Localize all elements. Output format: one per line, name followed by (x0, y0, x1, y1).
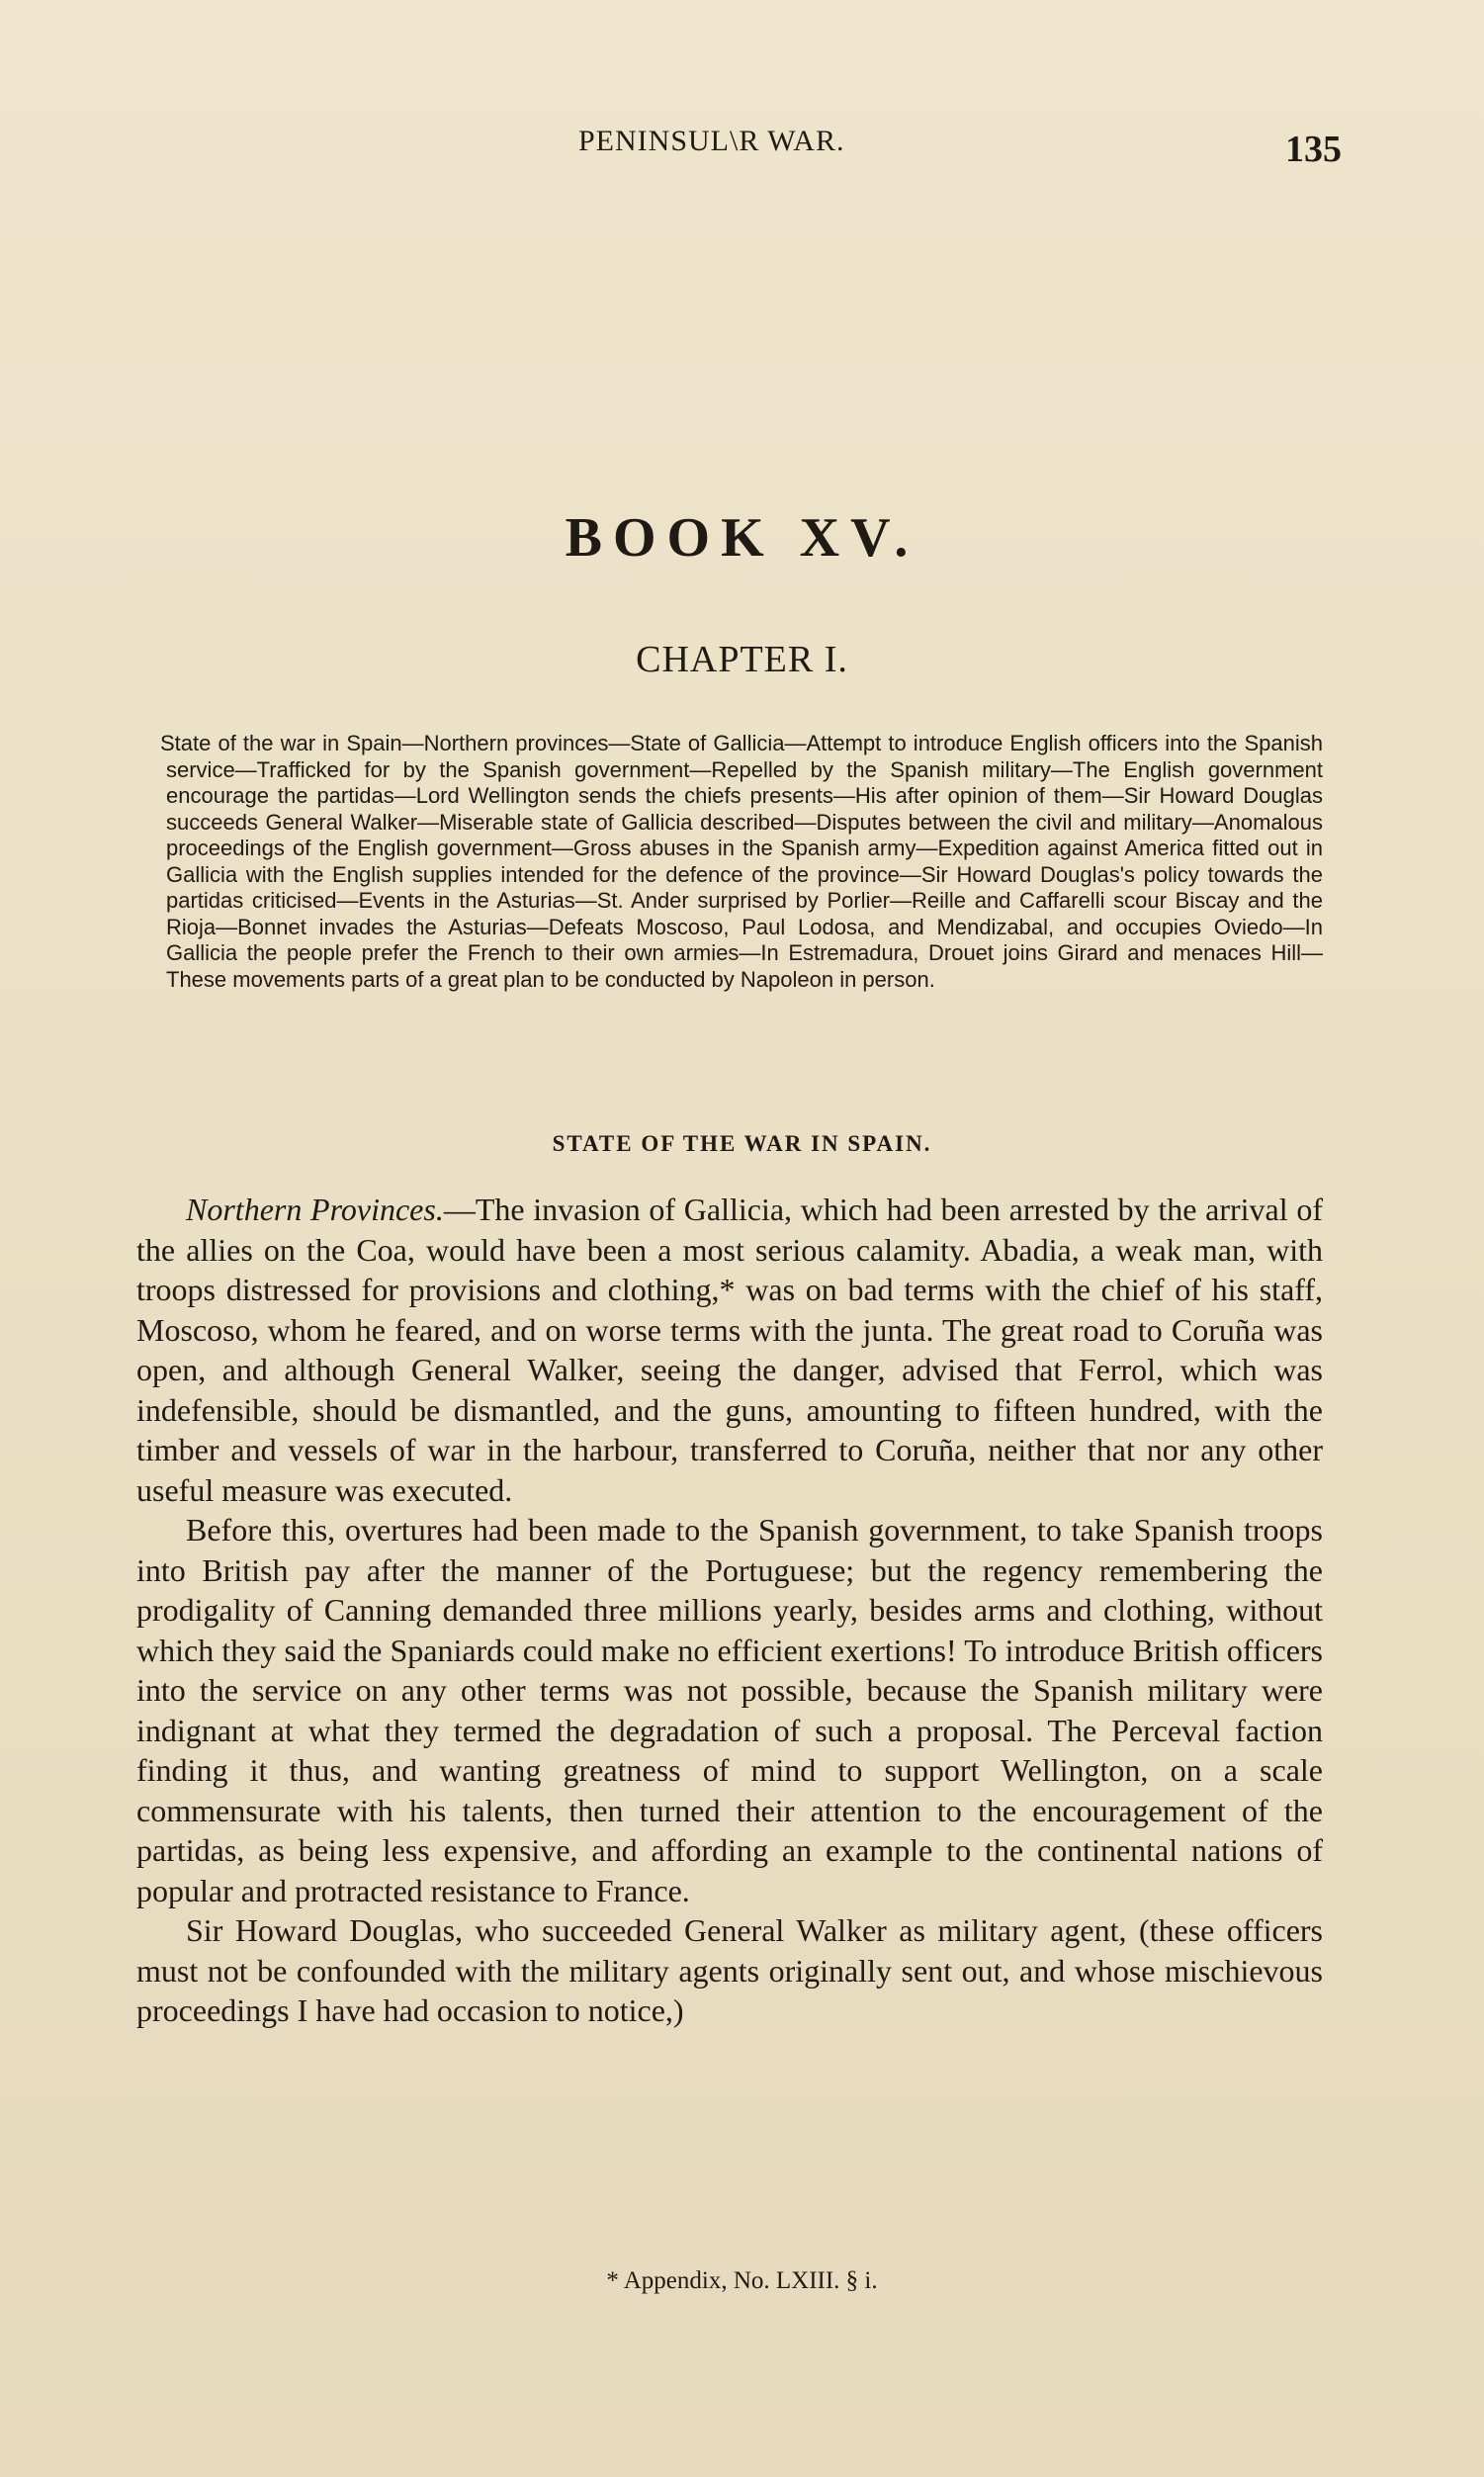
running-title: PENINSUL\R WAR. (578, 125, 845, 157)
running-head (0, 117, 1484, 176)
paragraph-text: Sir Howard Douglas, who succeeded General Walker as military agent, (these officers must not be confounded with the military agents originally sent out, and whose mischievous proceedings I have had occasion to notice,) (136, 1912, 1323, 2028)
footnote: * Appendix, No. LXIII. § i. (606, 2267, 878, 2294)
paragraph (136, 1190, 1323, 1510)
paragraph-lead: Northern Provinces. (186, 1192, 444, 1227)
body-text (136, 1190, 1323, 2031)
page-number: 135 (1285, 129, 1342, 170)
section-heading: STATE OF THE WAR IN SPAIN. (552, 1131, 932, 1156)
paragraph-text: Before this, overtures had been made to the Spanish government, to take Spanish troops into British pay after the manner of the Portuguese; but the regency remembering the prodigality of Canning demanded three millions yearly, besides arms and clothing, without which they said the Spaniards could make no efficient exertions! To introduce British officers into the service on any other terms was not possible, because the Spanish military were indignant at what they termed the degradation of such a proposal. The Perceval faction finding it thus, and wanting greatness of mind to support Wellington, on a scale commensurate with his talents, then turned their attention to the encouragement of the partidas, as being less expensive, and affording an example to the continental nations of popular and protracted resistance to France. (136, 1512, 1323, 1908)
paragraph (136, 1910, 1323, 2031)
paragraph (136, 1510, 1323, 1910)
paragraph-text: —The invasion of Gallicia, which had been arrested by the arrival of the allies on the Coa, would have been a most serious calamity. Abadia, a weak man, with troops distressed for provisions and clothing,* was on bad terms with the chief of his staff, Moscoso, whom he feared, and on worse terms with the junta. The great road to Coruña was open, and although General Walker, seeing the danger, advised that Ferrol, which was indefensible, should be dismantled, and the guns, amounting to fifteen hundred, with the timber and vessels of war in the harbour, transferred to Coruña, neither that nor any other useful measure was executed. (136, 1192, 1323, 1508)
book-title: BOOK XV. (565, 507, 919, 569)
chapter-title: CHAPTER I. (636, 639, 848, 680)
chapter-summary: State of the war in Spain—Northern provinces—State of Gallicia—Attempt to introduce English officers into the Spanish service—Trafficked for by the Spanish government—Repelled by the Spanish military—The English government encourage the partidas—Lord Wellington sends the chiefs presents—His after opinion of them—Sir Howard Douglas succeeds General Walker—Miserable state of Gallicia described—Disputes between the civil and military—Anomalous proceedings of the English government—Gross abuses in the Spanish army—Expedition against America fitted out in Gallicia with the English supplies intended for the defence of the province—Sir Howard Douglas's policy towards the partidas criticised—Events in the Asturias—St. Ander surprised by Porlier—Reille and Caffarelli scour Biscay and the Rioja—Bonnet invades the Asturias—Defeats Moscoso, Paul Lodosa, and Mendizabal, and occupies Oviedo—In Gallicia the people prefer the French to their own armies—In Estremadura, Drouet joins Girard and menaces Hill—These movements parts of a great plan to be conducted by Napoleon in person. (160, 731, 1323, 992)
